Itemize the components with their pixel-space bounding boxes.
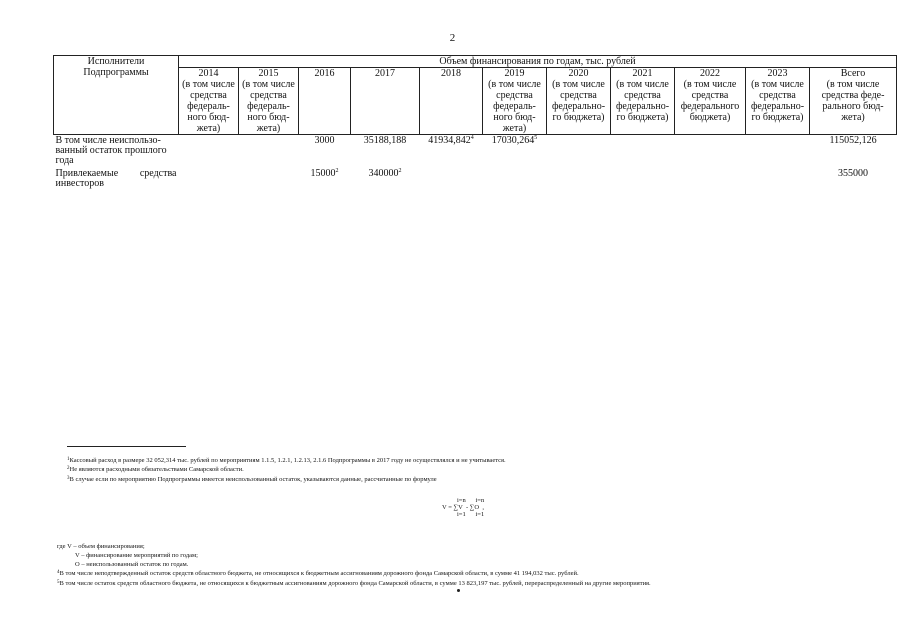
footnote-1-text: Кассовый расход в размере 32 052,314 тыс. рублей по мероприятиям 1.1.5, 1.2.1, 1.2.13, 2.1.6 Подпрограммы в 2017 году не осуществлялся и не учитывается. (69, 457, 506, 464)
footnote-rule (67, 446, 186, 447)
row-label (54, 168, 179, 190)
funding-header: Объем финансирования по годам, тыс. рублей (179, 56, 897, 68)
cell-value: 340000 (368, 167, 399, 179)
cell-value: 17030,264 (491, 135, 535, 146)
cell-2018 (420, 168, 483, 190)
legend-v: где V – объем финансирования; (57, 543, 145, 550)
table-row (54, 168, 897, 190)
cell-2017 (351, 168, 420, 190)
total-header-title: Всего (840, 68, 866, 79)
year-header-2019 (483, 68, 547, 135)
cell-2015 (239, 135, 299, 168)
cell-total: 115052,126 (829, 135, 877, 146)
footnote-4 (57, 570, 579, 578)
footnote-3-text: В случае если по мероприятию Подпрограммы имеется неиспользованный остаток, указываются данные, рассчитанные по формуле (69, 476, 437, 483)
executors-header (54, 56, 179, 135)
cell-2019 (483, 135, 547, 168)
year-label: 2022 (700, 68, 720, 79)
table-row (54, 135, 897, 168)
cell-2022 (675, 135, 746, 168)
year-header-2018 (420, 68, 483, 135)
executors-label: Исполнители (87, 56, 145, 67)
year-label: 2019 (504, 68, 525, 79)
formula-lower-limits: i=1 i=1 (457, 511, 485, 518)
year-label: 2017 (375, 68, 395, 79)
cell-2020 (547, 168, 611, 190)
footnote-2-mark: 2 (67, 466, 70, 471)
cell-value: 15000 (310, 167, 336, 179)
row-label-first-line (56, 169, 177, 179)
page-number: 2 (449, 32, 456, 44)
cell-2017 (351, 135, 420, 168)
formula-upper-limits: i=n i=n (457, 497, 485, 504)
header-row-top (54, 56, 897, 68)
total-header (810, 68, 897, 135)
footnote-3-mark: 3 (67, 476, 70, 481)
page-dot (457, 589, 460, 592)
year-header-2023 (746, 68, 810, 135)
footnote-2-text: Не являются расходными обязательствами Самарской области. (69, 466, 244, 473)
footnote-ref: 2 (398, 167, 402, 174)
cell-2014 (179, 168, 239, 190)
cell-2016 (299, 135, 351, 168)
year-header-2021 (611, 68, 675, 135)
cell-2016 (299, 168, 351, 190)
footnote-4-mark: 4 (57, 570, 60, 575)
year-header-2017 (351, 68, 420, 135)
legend-vn: V – финансирование мероприятий по годам; (75, 552, 198, 559)
header-row-years (54, 68, 897, 135)
year-label: 2015 (258, 68, 279, 79)
cell-value: 41934,842 (428, 135, 471, 146)
year-label: 2016 (314, 68, 335, 79)
year-note: (в том числе средства федерального бюджета) (680, 79, 740, 123)
cell-2015 (239, 168, 299, 190)
year-header-2015 (239, 68, 299, 135)
cell-2023 (746, 168, 810, 190)
cell-2021 (611, 168, 675, 190)
footnote-3 (67, 476, 437, 484)
legend-on: O – неиспользованный остаток по годам. (75, 561, 189, 568)
year-header-2014 (179, 68, 239, 135)
cell-2018 (420, 135, 483, 168)
footnote-1-mark: 1 (67, 457, 70, 462)
footnote-ref: 5 (534, 135, 538, 141)
cell-total: 355000 (838, 167, 869, 179)
footnote-1 (67, 457, 506, 465)
row-label-word: Привлекаемые (55, 167, 119, 179)
cell-2022 (675, 168, 746, 190)
footnote-ref: 2 (335, 167, 339, 174)
cell-value: 3000 (314, 135, 335, 146)
footnote-2 (67, 466, 244, 474)
year-label: 2020 (568, 68, 589, 79)
year-header-2022 (675, 68, 746, 135)
row-label-rest: инвесторов (55, 177, 104, 189)
total-header-note: (в том числе средства феде-рального бюд-жета) (821, 79, 885, 123)
cell-2019 (483, 168, 547, 190)
funding-table (53, 55, 897, 190)
cell-2023 (746, 135, 810, 168)
year-label: 2023 (767, 68, 788, 79)
cell-value: 35188,188 (363, 135, 407, 146)
footnote-5-mark: 5 (57, 580, 60, 585)
year-note: (в том числе средства федерально-го бюджета) (551, 79, 606, 123)
cell-2020 (547, 135, 611, 168)
year-header-2016 (299, 68, 351, 135)
footnote-5-text: В том числе остаток средств областного бюджета, не относящихся к бюджетным ассигнованиям дорожного фонда Самарской области, в сумме 13 823,197 тыс. рублей, перераспределенный на другие мероприятия. (59, 580, 651, 587)
footnote-4-text: В том числе неподтвержденный остаток средств областного бюджета, не относящихся к бюджетным ассигнованиям дорожного фонда Самарской области, в сумме 41 194,032 тыс. рублей. (59, 570, 579, 577)
year-label: 2018 (441, 68, 461, 79)
cell-2021 (611, 135, 675, 168)
year-label: 2021 (632, 68, 653, 79)
cell-2014 (179, 135, 239, 168)
year-label: 2014 (198, 68, 219, 79)
subprograms-label: Подпрограммы (83, 67, 149, 78)
year-note: (в том числе средства федераль-ного бюд-жета) (182, 79, 235, 134)
year-header-2020 (547, 68, 611, 135)
footnote-ref: 4 (470, 135, 474, 141)
year-note: (в том числе средства федераль-ного бюд-жета) (242, 79, 295, 134)
row-label-word: средства (139, 167, 177, 179)
formula-expression: V = ∑V - ∑O , (442, 504, 484, 511)
footnote-5 (57, 580, 651, 588)
row-label: В том числе неиспользо-ванный остаток прошлого года (55, 135, 167, 166)
formula (442, 497, 484, 518)
year-note: (в том числе средства федерально-го бюджета) (750, 79, 805, 123)
year-note: (в том числе средства федерально-го бюджета) (615, 79, 670, 123)
year-note: (в том числе средства федераль-ного бюд-жета) (488, 79, 541, 134)
